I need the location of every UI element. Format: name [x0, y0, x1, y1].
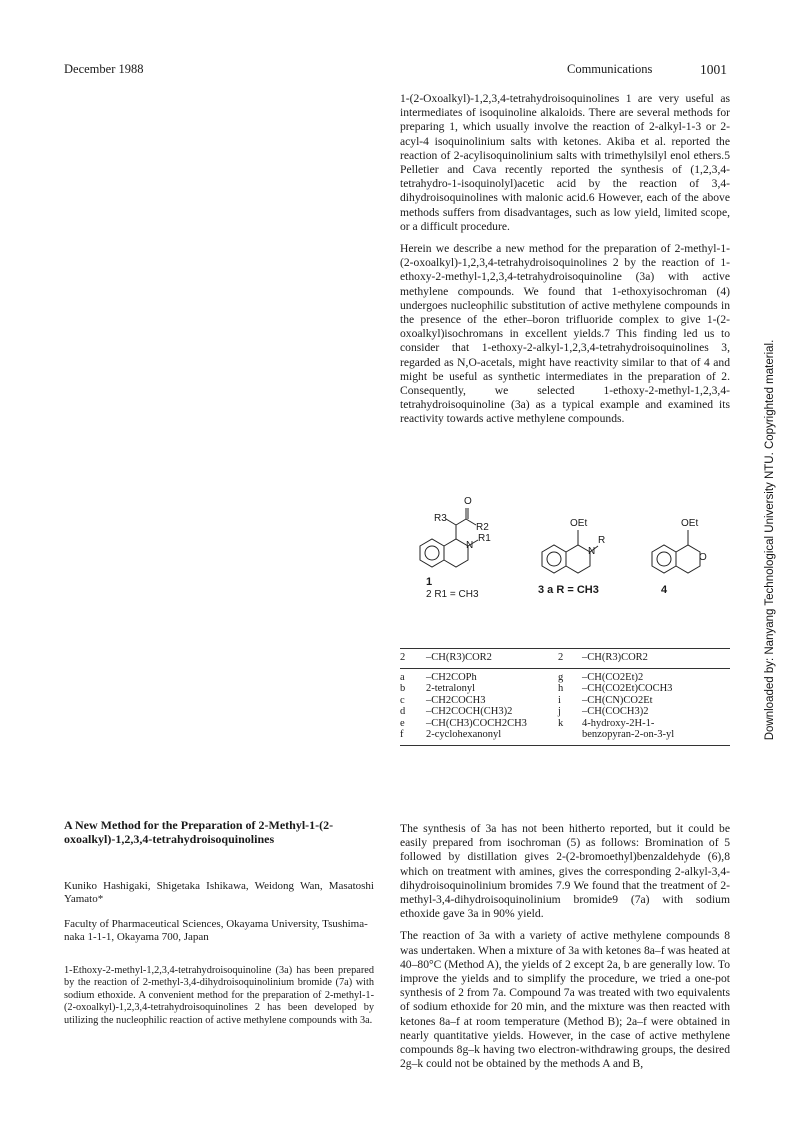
- table-row: [400, 706, 730, 718]
- s1-r1-label: R1: [478, 533, 491, 544]
- s3-oet-label: OEt: [570, 518, 588, 529]
- s3-aromatic-circle: [547, 552, 561, 566]
- s1-nitrogen-label: N: [466, 540, 474, 551]
- table-cell: 2-cyclohexanonyl: [426, 729, 502, 740]
- table-cell: k: [558, 717, 564, 729]
- intro-paragraph-1: 1-(2-Oxoalkyl)-1,2,3,4-tetrahydroisoquinolines 1 are very useful as intermediates of isoquinoline alkaloids. There are several methods for preparing 1, which usually involve the reaction of 2-alkyl-1-3 or 2-acyl-4 isoquinolinium salts with ketones. Akiba et al. reported the reaction of 2-acylisoquinolinium salts with trimethylsilyl enol ethers.5 Pelletier and Cava recently reported the synthesis of (1,2,3,4-tetrahydro-1-isoquinolyl)acetic acid by the reaction of 3,4-dihydroisoquinolines with malonic acid.6 However, each of the above methods suffers from disadvantages, such as low yield, limited scope, or a difficult procedure.: [400, 92, 730, 233]
- table-cell: 4-hydroxy-2H-1-: [582, 717, 655, 729]
- s1-oxygen-label: O: [464, 496, 472, 507]
- s3-nitrogen-label: N: [588, 546, 596, 557]
- s4-compound-number: 4: [661, 584, 668, 596]
- article-affiliation: Faculty of Pharmaceutical Sciences, Okayama University, Tsushima-naka 1-1-1, Okayama 700, Japan: [64, 918, 368, 943]
- table-cell: –CH(COCH3)2: [582, 706, 649, 717]
- s1-aromatic-circle: [425, 546, 439, 560]
- s3-piperidine-ring: [566, 545, 590, 573]
- chemical-structures: [400, 480, 730, 620]
- download-notice: [760, 339, 780, 741]
- table-cell: g: [558, 671, 564, 683]
- table-header-cell: –CH(R3)COR2: [582, 652, 648, 663]
- table-cell: benzopyran-2-on-3-yl: [582, 729, 675, 740]
- article-authors: Kuniko Hashigaki, Shigetaka Ishikawa, Weidong Wan, Masatoshi Yamato*: [64, 880, 374, 905]
- s1-r3-bond: [446, 519, 456, 525]
- s4-oet-label: OEt: [681, 518, 699, 529]
- s1-compound-subtitle: 2 R1 = CH3: [426, 589, 479, 600]
- s4-pyran-ring: [676, 545, 700, 573]
- table-cell: –CH(CH3)COCH2CH3: [426, 717, 527, 729]
- table-row: [400, 729, 730, 745]
- table-row: [400, 668, 730, 683]
- table-header-cell: 2: [558, 652, 564, 663]
- table-cell: 2-tetralonyl: [426, 683, 475, 694]
- s4-aromatic-circle: [657, 552, 671, 566]
- table-row: [400, 718, 730, 730]
- table-cell: h: [558, 683, 564, 694]
- table-row: [400, 683, 730, 695]
- intro-column: [400, 92, 730, 435]
- body-column: [400, 822, 730, 1079]
- table-cell: c: [400, 694, 405, 706]
- table-cell: i: [558, 694, 561, 706]
- table-cell: a: [400, 671, 405, 683]
- s1-carbonyl-carbon-bond: [456, 519, 466, 525]
- table-cell: –CH(CO2Et)COCH3: [582, 683, 673, 694]
- s3-compound-label: 3 a R = CH3: [538, 584, 599, 596]
- s1-benzene-ring: [420, 539, 444, 567]
- table-cell: b: [400, 683, 406, 694]
- table-cell: j: [558, 706, 561, 717]
- table-cell: d: [400, 706, 406, 717]
- download-notice-text: Downloaded by: Nanyang Technological University NTU. Copyrighted material.: [764, 339, 776, 741]
- intro-paragraph-2: Herein we describe a new method for the preparation of 2-methyl-1-(2-oxoalkyl)-1,2,3,4-tetrahydroisoquinolines 2 by the reaction of 1-ethoxy-2-methyl-1,2,3,4-tetrahydroisoquinoline (3a) with active methylene compounds. We found that 1-ethoxyisochroman (4) undergoes nucleophilic substitution of active methylene compounds in the presence of the ether–boron trifluoride complex to give 1-(2-oxoalkyl)isochromans in excellent yields.7 This finding led us to consider that 1-ethoxy-2-alkyl-1,2,3,4-tetrahydroisoquinolines 3, regarded as N,O-acetals, might have reactivity similar to that of 4 and might be useful as synthetic intermediates in the preparation of 2. Consequently, we selected 1-ethoxy-2-methyl-1,2,3,4-tetrahydroisoquinoline (3a) as a typical example and examined its reactivity towards active methylene compounds.: [400, 242, 730, 426]
- table-cell: e: [400, 717, 405, 729]
- s1-r3-label: R3: [434, 513, 447, 524]
- table-cell: –CH(CO2Et)2: [582, 671, 644, 683]
- article-title: A New Method for the Preparation of 2-Methyl-1-(2-oxoalkyl)-1,2,3,4-tetrahydroisoquinolines: [64, 818, 334, 846]
- s4-benzene-ring: [652, 545, 676, 573]
- s3-r-label: R: [598, 535, 606, 546]
- header-date: December 1988: [64, 62, 144, 76]
- table-header-row: [400, 649, 730, 669]
- s4-oxygen-label: O: [699, 552, 707, 563]
- article-abstract: 1-Ethoxy-2-methyl-1,2,3,4-tetrahydroisoquinoline (3a) has been prepared by the reaction of 2-methyl-3,4-dihydroisoquinolinium bromide (7a) with sodium ethoxide. A convenient method for the preparation of 2-methyl-1-(2-oxoalkyl)-1,2,3,4-tetrahydroisoquinolines 2 has been developed by utilizing the nucleophilic reaction of active methylene compounds with 3a.: [64, 965, 374, 1026]
- table-cell: –CH2COCH(CH3)2: [426, 706, 513, 717]
- s1-compound-number: 1: [426, 576, 433, 588]
- s1-piperidine-ring: [444, 539, 468, 567]
- table-cell: –CH2COCH3: [426, 694, 486, 706]
- header-section: Communications: [567, 62, 653, 76]
- table-row: [400, 695, 730, 707]
- table-header-cell: 2: [400, 652, 406, 663]
- table-cell: –CH(CN)CO2Et: [582, 694, 653, 706]
- page-number: 1001: [700, 62, 727, 77]
- table-header-cell: –CH(R3)COR2: [426, 652, 492, 663]
- body-paragraph-1: The synthesis of 3a has not been hitherto reported, but it could be easily prepared from isochroman (5) as follows: Bromination of 5 followed by distillation gives 2-(2-bromoethyl)benzaldehyde (6),8 which on treatment with amines, gives the corresponding 2-alkyl-3,4-dihydroisoquinolinium bromides 7.9 We found that the treatment of 2-methyl-3,4-dihydroisoquinolinium bromide9 (7a) with sodium ethoxide gave 3a in 90% yield.: [400, 822, 730, 921]
- table-cell: [558, 729, 582, 745]
- substituent-table: [400, 648, 730, 746]
- s1-r2-bond: [466, 519, 476, 525]
- s1-r2-label: R2: [476, 522, 489, 533]
- s3-benzene-ring: [542, 545, 566, 573]
- table-cell: –CH2COPh: [426, 671, 477, 683]
- table-cell: f: [400, 729, 404, 740]
- body-paragraph-2: The reaction of 3a with a variety of active methylene compounds 8 was undertaken. When a mixture of 3a with ketones 8a–f was heated at 40–80°C (Method A), the yields of 2 except 2a, b are generally low. To improve the yields and to simplify the procedure, we tried a one-pot synthesis of 2 from 7a. Compound 7a was treated with two equivalents of sodium ethoxide for 20 min, and the mixture was then reacted with ketones 8a–f at room temperature (Method B); 2a–f were obtained in nearly quantitative yields. However, in the case of active methylene compounds 8g–k having two electron-withdrawing groups, the desired 2g–k could not be obtained by the methods A and B,: [400, 929, 730, 1071]
